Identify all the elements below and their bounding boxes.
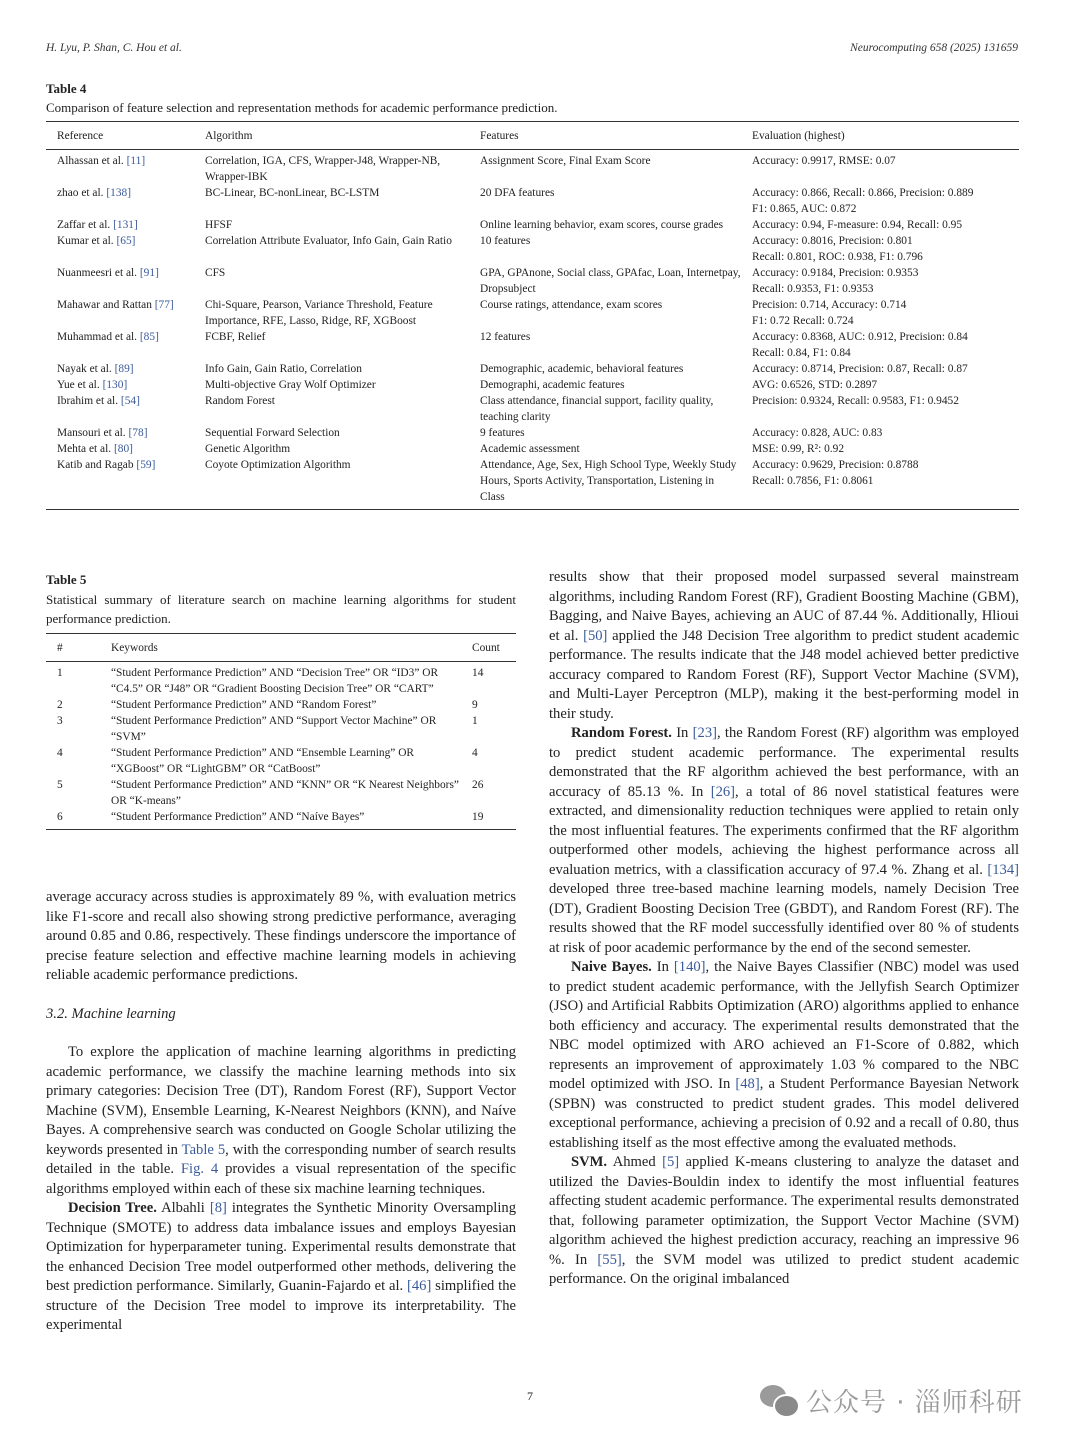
table-row bbox=[46, 217, 1019, 233]
features-cell: Demographi, academic features bbox=[480, 379, 625, 391]
reference-cell: Kumar et al. [65] bbox=[57, 235, 136, 247]
count-cell: 26 bbox=[472, 779, 484, 791]
keywords-cell: “Student Performance Prediction” AND “Random Forest” bbox=[111, 699, 377, 711]
algorithm-cell: Coyote Optimization Algorithm bbox=[205, 459, 351, 471]
evaluation-cell: Precision: 0.9324, Recall: 0.9583, F1: 0.9452 bbox=[752, 395, 959, 407]
row-number-cell: 1 bbox=[57, 667, 63, 679]
evaluation-cell: Precision: 0.714, Accuracy: 0.714 F1: 0.72 Recall: 0.724 bbox=[752, 299, 907, 327]
table-row bbox=[46, 265, 1019, 297]
paragraph-intro: To explore the application of machine learning algorithms in predicting academic performance, we classify the machine learning methods into six primary categories: Decision Tree (DT), Random Forest (RF), Support Vector Machine (SVM), Ensemble Learning, K-Nearest Neighbors (KNN), and Naíve Bayes. A comprehensive search was conducted on Google Scholar utilizing the keywords presented in Table 5, with the corresponding number of search results detailed in the table. Fig. 4 provides a visual representation of the specific algorithms employed within each of these six machine learning techniques. bbox=[46, 1044, 516, 1197]
paragraph-decision-tree: Decision Tree. Albahli [8] integrates the Synthetic Minority Oversampling Technique (SMOTE) to address data imbalance issues and employs Bayesian Optimization for hyperparameter tuning. Experimental results demonstrate that the enhanced Decision Tree model outperformed other methods, delivering the best prediction performance. Similarly, Guanin-Fajardo et al. [46] simplified the structure of the Decision Tree model to improve its interpretability. The experimental bbox=[46, 1200, 517, 1333]
section-heading: 3.2. Machine learning bbox=[46, 1005, 176, 1022]
table-5 bbox=[46, 633, 516, 830]
evaluation-cell: Accuracy: 0.94, F-measure: 0.94, Recall: 0.95 bbox=[752, 219, 963, 231]
table-row bbox=[46, 662, 516, 698]
page-number: 7 bbox=[527, 1389, 533, 1403]
features-cell: GPA, GPAnone, Social class, GPAfac, Loan, Internetpay, Dropsubject bbox=[480, 267, 741, 295]
keywords-cell: “Student Performance Prediction” AND “Decision Tree” OR “ID3” OR “C4.5” OR “J48” OR “Gradient Boosting Decision Tree” OR “CART” bbox=[111, 667, 439, 695]
features-cell: Academic assessment bbox=[480, 443, 580, 455]
table-row bbox=[46, 777, 516, 809]
table-row bbox=[46, 425, 1019, 441]
table-4-caption: Comparison of feature selection and representation methods for academic performance prediction. bbox=[46, 100, 558, 115]
citation-link[interactable]: [26] bbox=[710, 783, 736, 800]
running-header bbox=[46, 42, 1018, 54]
table-row bbox=[46, 233, 1019, 265]
reference-cell: Alhassan et al. [11] bbox=[57, 155, 146, 167]
table-4-label: Table 4 bbox=[46, 81, 87, 96]
row-number-cell: 2 bbox=[57, 699, 63, 711]
table-5-header-row bbox=[46, 634, 516, 662]
paragraph-continued: average accuracy across studies is approximately 89 %, with evaluation metrics like F1-score and recall also showing strong predictive performance, averaging around 0.85 and 0.86, respectively. These findings underscore the importance of precise feature selection and effective machine learning models in achieving reliable academic performance predictions. bbox=[46, 889, 516, 983]
evaluation-cell: Accuracy: 0.9629, Precision: 0.8788 Recall: 0.7856, F1: 0.8061 bbox=[752, 459, 919, 487]
evaluation-cell: Accuracy: 0.9917, RMSE: 0.07 bbox=[752, 155, 896, 167]
table-5-body bbox=[46, 662, 516, 830]
algorithm-cell: HFSF bbox=[205, 219, 233, 231]
reference-cell: Mahawar and Rattan [77] bbox=[57, 299, 174, 311]
features-cell: Assignment Score, Final Exam Score bbox=[480, 155, 651, 167]
row-number-cell: 5 bbox=[57, 779, 63, 791]
features-cell: 9 features bbox=[480, 427, 525, 439]
features-cell: 10 features bbox=[480, 235, 531, 247]
reference-cell: Nayak et al. [89] bbox=[57, 363, 134, 375]
evaluation-cell: Accuracy: 0.8016, Precision: 0.801 Recall: 0.801, ROC: 0.938, F1: 0.796 bbox=[752, 235, 923, 263]
paragraph-svm: SVM. Ahmed [5] applied K-means clustering to analyze the dataset and utilized the Davies-Bouldin index to identify the most influential features affecting student academic performance. The experimental results demonstrated that, following parameter optimization, the Support Vector Machine (SVM) algorithm achieved the highest prediction accuracy, reaching an impressive 96 %. In [55], the SVM model was utilized to predict student academic performance. On the original imbalanced bbox=[549, 1154, 1019, 1287]
column-header-features: Features bbox=[469, 122, 741, 150]
algorithm-cell: Chi-Square, Pearson, Variance Threshold, Feature Importance, RFE, Lasso, Ridge, RF, XGBoost bbox=[205, 299, 433, 327]
table-row bbox=[46, 441, 1019, 457]
count-cell: 9 bbox=[472, 699, 478, 711]
citation-link[interactable]: [11] bbox=[126, 155, 146, 167]
count-cell: 14 bbox=[472, 667, 484, 679]
algorithm-cell: Correlation Attribute Evaluator, Info Gain, Gain Ratio bbox=[205, 235, 452, 247]
citation-link[interactable]: [89] bbox=[114, 363, 134, 375]
row-number-cell: 4 bbox=[57, 747, 63, 759]
count-cell: 19 bbox=[472, 811, 484, 823]
citation-link[interactable]: [130] bbox=[102, 379, 128, 391]
column-header-number: # bbox=[46, 634, 100, 662]
right-column bbox=[549, 568, 1019, 1290]
citation-link[interactable]: [85] bbox=[139, 331, 159, 343]
citation-link[interactable]: [65] bbox=[116, 235, 136, 247]
row-number-cell: 3 bbox=[57, 715, 63, 727]
algorithm-cell: Multi-objective Gray Wolf Optimizer bbox=[205, 379, 376, 391]
features-cell: Demographic, academic, behavioral features bbox=[480, 363, 684, 375]
keywords-cell: “Student Performance Prediction” AND “KNN” OR “K Nearest Neighbors” OR “K-means” bbox=[111, 779, 459, 807]
features-cell: 12 features bbox=[480, 331, 531, 343]
run-in-heading: Naive Bayes. bbox=[571, 959, 652, 975]
citation-link[interactable]: [48] bbox=[735, 1076, 760, 1092]
citation-link[interactable]: [8] bbox=[209, 1200, 227, 1216]
features-cell: Class attendance, financial support, facility quality, teaching clarity bbox=[480, 395, 714, 423]
table-4 bbox=[46, 121, 1019, 510]
table-4-body bbox=[46, 150, 1019, 510]
column-header-reference: Reference bbox=[46, 122, 194, 150]
count-cell: 1 bbox=[472, 715, 478, 727]
citation-link[interactable]: [138] bbox=[106, 187, 132, 199]
watermark-text: 公众号 · 淄师科研 bbox=[806, 1388, 1023, 1418]
algorithm-cell: FCBF, Relief bbox=[205, 331, 266, 343]
table-row bbox=[46, 329, 1019, 361]
citation-link[interactable]: [140] bbox=[673, 959, 706, 975]
keywords-cell: “Student Performance Prediction” AND “Naíve Bayes” bbox=[111, 811, 365, 823]
features-cell: Course ratings, attendance, exam scores bbox=[480, 299, 663, 311]
citation-link[interactable]: [46] bbox=[407, 1278, 432, 1294]
algorithm-cell: Random Forest bbox=[205, 395, 275, 407]
reference-cell: Mehta et al. [80] bbox=[57, 443, 133, 455]
reference-cell: Yue et al. [130] bbox=[57, 379, 128, 391]
table-4-block bbox=[46, 81, 1019, 510]
citation-link[interactable]: [131] bbox=[113, 219, 138, 231]
citation-link[interactable]: [54] bbox=[120, 395, 140, 407]
column-header-evaluation: Evaluation (highest) bbox=[741, 122, 1019, 150]
citation-link[interactable]: [80] bbox=[113, 443, 133, 455]
run-in-heading: SVM. bbox=[571, 1154, 608, 1170]
citation-link[interactable]: [78] bbox=[128, 427, 148, 439]
table-5-block bbox=[46, 572, 516, 830]
evaluation-cell: Accuracy: 0.866, Recall: 0.866, Precision: 0.889 F1: 0.865, AUC: 0.872 bbox=[752, 187, 974, 215]
paragraph-naive-bayes: Naive Bayes. In [140], the Naive Bayes Classifier (NBC) model was used to predict student academic performance, with the Jellyfish Search Optimizer (JSO) and Artificial Rabbits Optimization (ARO) algorithms applied to enhance both efficiency and accuracy. The experimental results demonstrated that the NBC model optimized with ARO achieved an F1-Score of 0.882, which represents an improvement of approximately 1.03 % compared to the NBC model optimized with JSO. In [48], a Student Performance Bayesian Network (SPBN) was constructed to predict student grades. This model delivered exceptional performance, achieving a precision of 0.92 and a recall of 0.80, thus establishing itself as the most effective among the evaluated methods. bbox=[549, 959, 1019, 1151]
journal-citation: Neurocomputing 658 (2025) 131659 bbox=[850, 42, 1018, 54]
citation-link[interactable]: [77] bbox=[154, 299, 174, 311]
column-header-count: Count bbox=[461, 634, 516, 662]
table-row bbox=[46, 393, 1019, 425]
evaluation-cell: Accuracy: 0.8714, Precision: 0.87, Recall: 0.87 bbox=[752, 363, 968, 375]
reference-cell: zhao et al. [138] bbox=[57, 187, 132, 199]
citation-link[interactable]: [50] bbox=[583, 627, 608, 644]
table-row bbox=[46, 697, 516, 713]
algorithm-cell: Sequential Forward Selection bbox=[205, 427, 340, 439]
reference-cell: Zaffar et al. [131] bbox=[57, 219, 138, 231]
algorithm-cell: Info Gain, Gain Ratio, Correlation bbox=[205, 363, 362, 375]
table-row bbox=[46, 377, 1019, 393]
figure-4-link[interactable]: Fig. 4 bbox=[180, 1161, 219, 1177]
run-in-heading: Random Forest. bbox=[571, 725, 672, 741]
table-row bbox=[46, 457, 1019, 510]
column-header-algorithm: Algorithm bbox=[194, 122, 469, 150]
algorithm-cell: BC-Linear, BC-nonLinear, BC-LSTM bbox=[205, 187, 380, 199]
table-row bbox=[46, 809, 516, 830]
table-5-link[interactable]: Table 5 bbox=[181, 1141, 226, 1158]
table-row bbox=[46, 297, 1019, 329]
row-number-cell: 6 bbox=[57, 811, 63, 823]
algorithm-cell: Correlation, IGA, CFS, Wrapper-J48, Wrapper-NB, Wrapper-IBK bbox=[205, 155, 441, 183]
reference-cell: Nuanmeesri et al. [91] bbox=[57, 267, 159, 279]
evaluation-cell: Accuracy: 0.828, AUC: 0.83 bbox=[752, 427, 883, 439]
table-row bbox=[46, 745, 516, 777]
table-5-label: Table 5 bbox=[46, 572, 87, 587]
features-cell: Online learning behavior, exam scores, course grades bbox=[480, 219, 724, 231]
citation-link[interactable]: [55] bbox=[597, 1251, 622, 1268]
citation-link[interactable]: [91] bbox=[139, 267, 159, 279]
citation-link[interactable]: [59] bbox=[136, 459, 156, 471]
table-row bbox=[46, 713, 516, 745]
evaluation-cell: MSE: 0.99, R²: 0.92 bbox=[752, 443, 845, 455]
evaluation-cell: Accuracy: 0.8368, AUC: 0.912, Precision: 0.84 Recall: 0.84, F1: 0.84 bbox=[752, 331, 968, 359]
features-cell: Attendance, Age, Sex, High School Type, Weekly Study Hours, Sports Activity, Transportation, Listening in Class bbox=[480, 459, 737, 503]
paragraph-dt-continued: results show that their proposed model surpassed several mainstream algorithms, including Random Forest (RF), Gradient Boosting Machine (GBM), Bagging, and Naive Bayes, achieving an AUC of 87.44 %. Additionally, Hlioui et al. [50] applied the J48 Decision Tree algorithm to predict student academic performance. The results indicate that the J48 model achieved better predictive accuracy compared to Random Forest (RF), Support Vector Machine (SVM), and Multi-Layer Perceptron (MLP), making it the best-performing model in their study. bbox=[549, 569, 1020, 722]
algorithm-cell: CFS bbox=[205, 267, 226, 279]
count-cell: 4 bbox=[472, 747, 478, 759]
evaluation-cell: Accuracy: 0.9184, Precision: 0.9353 Recall: 0.9353, F1: 0.9353 bbox=[752, 267, 919, 295]
citation-link[interactable]: [5] bbox=[662, 1154, 680, 1170]
reference-cell: Ibrahim et al. [54] bbox=[57, 395, 140, 407]
reference-cell: Muhammad et al. [85] bbox=[57, 331, 159, 343]
table-row bbox=[46, 150, 1019, 186]
evaluation-cell: AVG: 0.6526, STD: 0.2897 bbox=[752, 379, 878, 391]
algorithm-cell: Genetic Algorithm bbox=[205, 443, 291, 455]
table-4-header-row bbox=[46, 122, 1019, 150]
keywords-cell: “Student Performance Prediction” AND “Ensemble Learning” OR “XGBoost” OR “LightGBM” OR “CatBoost” bbox=[111, 747, 415, 775]
reference-cell: Mansouri et al. [78] bbox=[57, 427, 148, 439]
keywords-cell: “Student Performance Prediction” AND “Support Vector Machine” OR “SVM” bbox=[111, 715, 437, 743]
author-line: H. Lyu, P. Shan, C. Hou et al. bbox=[46, 42, 182, 54]
wechat-icon bbox=[760, 1385, 798, 1417]
reference-cell: Katib and Ragab [59] bbox=[57, 459, 156, 471]
citation-link[interactable]: [134] bbox=[987, 861, 1019, 878]
run-in-heading: Decision Tree. bbox=[68, 1200, 157, 1216]
column-header-keywords: Keywords bbox=[100, 634, 461, 662]
table-5-caption: Statistical summary of literature search on machine learning algorithms for student performance prediction. bbox=[46, 592, 516, 626]
citation-link[interactable]: [23] bbox=[692, 725, 717, 741]
table-row bbox=[46, 361, 1019, 377]
left-column bbox=[46, 888, 516, 1336]
paragraph-random-forest: Random Forest. In [23], the Random Forest (RF) algorithm was employed to predict student academic performance. The experimental results demonstrated that the RF algorithm achieved the best performance, with an accuracy of 85.13 %. In [26], a total of 86 novel statistical features were extracted, and dimensionality reduction techniques were applied to retain only the most influential features. The experiments confirmed that the RF algorithm outperformed other models, achieving the highest performance across all evaluation metrics, with a classification accuracy of 97.4 %. Zhang et al. [134] developed three tree-based machine learning models, namely Decision Tree (DT), Gradient Boosting Decision Tree (GBDT), and Random Forest (RF). The results showed that the RF model successfully identified over 80 % of students at risk of poor academic performance by the end of the second semester. bbox=[549, 725, 1019, 956]
table-row bbox=[46, 185, 1019, 217]
features-cell: 20 DFA features bbox=[480, 187, 555, 199]
watermark bbox=[760, 1382, 1023, 1419]
